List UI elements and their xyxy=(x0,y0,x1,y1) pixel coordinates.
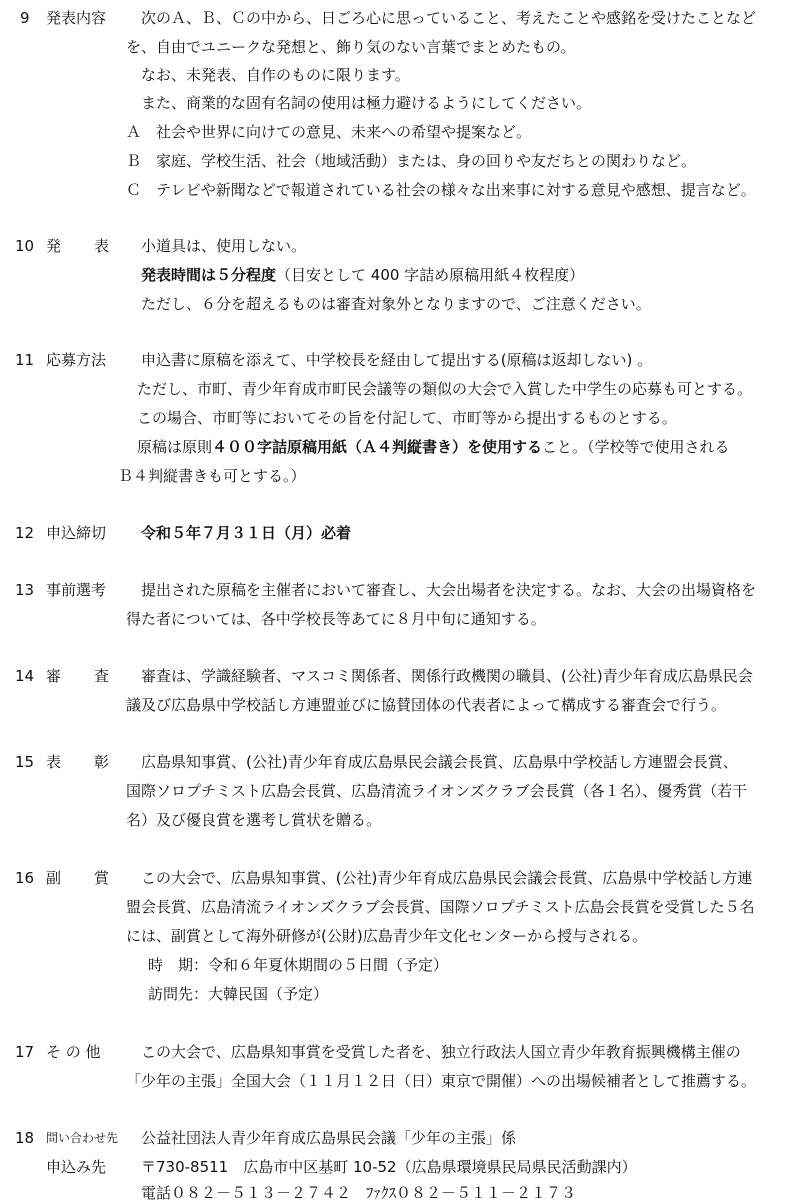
section-title-char: 表 xyxy=(46,753,62,771)
section-title: そ の 他 xyxy=(46,1043,101,1061)
emphasis-text: ４００字詰原稿用紙（Ａ４判縦書き）を使用する xyxy=(212,438,543,456)
section-title-char: 副 xyxy=(46,869,62,887)
emphasis-text: 発表時間は５分程度 xyxy=(141,266,277,284)
list-item-mark: Ｂ xyxy=(126,152,142,170)
section-number: 17 xyxy=(15,1043,35,1061)
section-title: 発表内容 xyxy=(46,9,107,27)
contact-address: 〒730-8511 広島市中区基町 10-52（広島県環境県民局県民活動課内） xyxy=(141,1158,637,1176)
body-line xyxy=(137,437,730,457)
section-title: 申込締切 xyxy=(46,524,107,542)
section-number: 16 xyxy=(15,869,35,887)
section-number: 14 xyxy=(15,667,35,685)
list-item-mark: Ａ xyxy=(126,123,142,141)
body-text: こと。（学校等で使用される xyxy=(542,438,730,456)
list-item-text: テレビや新聞などで報道されている社会の様々な出来事に対する意見や感想、提言など。 xyxy=(156,181,756,199)
body-line: を、自由でユニークな発想と、飾り気のない言葉でまとめたもの。 xyxy=(126,38,576,56)
body-line: 時 期：令和６年夏休期間の５日間（予定） xyxy=(148,956,449,974)
section-number: 15 xyxy=(15,753,35,771)
body-line: この場合、市町等においてその旨を付記して、市町等から提出するものとする。 xyxy=(137,409,677,427)
body-line: 審査は、学識経験者、マスコミ関係者、関係行政機関の職員、(公社)青少年育成広島県民会 xyxy=(141,667,753,685)
body-line: また、商業的な固有名詞の使用は極力避けるようにしてください。 xyxy=(141,94,592,112)
section-title-char: 賞 xyxy=(94,869,110,887)
section-title-char: 彰 xyxy=(94,753,110,771)
body-line: 「少年の主張」全国大会（１１月１２日（日）東京で開催）への出場候補者として推薦する。 xyxy=(126,1072,757,1090)
list-item-mark: Ｃ xyxy=(126,181,142,199)
body-line: この大会で、広島県知事賞を受賞した者を、独立行政法人国立青少年教育振興機構主催の xyxy=(141,1043,741,1061)
body-line: ただし、６分を超えるものは審査対象外となりますので、ご注意ください。 xyxy=(141,295,651,313)
section-number: 18 xyxy=(15,1129,35,1147)
contact-phone-fax: 電話０８２－５１３－２７４２ ﾌｧｸｽ０８２－５１１－２１７３ xyxy=(141,1184,577,1202)
section-number: 13 xyxy=(15,581,35,599)
section-title: 事前選考 xyxy=(46,581,107,599)
body-line: 次のＡ、Ｂ、Ｃの中から、日ごろ心に思っていること、考えたことや感銘を受けたことなど xyxy=(141,9,757,27)
body-line: 盟会長賞、広島清流ライオンズクラブ会長賞、国際ソロプチミスト広島会長賞を受賞した５名 xyxy=(126,898,755,916)
section-title-char: 発 xyxy=(46,237,62,255)
section-title: 応募方法 xyxy=(46,351,107,369)
section-number: 9 xyxy=(20,9,30,27)
section-title: 問い合わせ先 xyxy=(46,1131,119,1145)
body-line: Ｂ４判縦書きも可とする。） xyxy=(118,467,306,485)
body-text: 原稿は原則 xyxy=(137,438,213,456)
body-line: 広島県知事賞、(公社)青少年育成広島県民会議会長賞、広島県中学校話し方連盟会長賞、 xyxy=(141,753,738,771)
body-line: 国際ソロプチミスト広島会長賞、広島清流ライオンズクラブ会長賞（各１名）、優秀賞（若干 xyxy=(126,782,748,800)
section-number: 11 xyxy=(15,351,35,369)
section-number: 10 xyxy=(15,237,35,255)
list-item-text: 家庭、学校生活、社会（地域活動）または、身の回りや友だちとの関わりなど。 xyxy=(156,152,697,170)
body-line: 訪問先：大韓民国（予定） xyxy=(148,985,329,1003)
section-title: 申込み先 xyxy=(46,1158,107,1176)
section-title-char: 表 xyxy=(94,237,110,255)
section-title-char: 査 xyxy=(94,667,110,685)
body-line: 得た者については、各中学校長等あてに８月中旬に通知する。 xyxy=(126,610,546,628)
body-line: 名）及び優良賞を選考し賞状を贈る。 xyxy=(126,811,382,829)
body-line: 小道具は、使用しない。 xyxy=(141,237,307,255)
deadline-text: 令和５年７月３１日（月）必着 xyxy=(141,524,352,542)
body-text: （目安として 400 字詰め原稿用紙４枚程度） xyxy=(276,266,585,284)
body-line: 議及び広島県中学校話し方連盟並びに協賛団体の代表者によって構成する審査会で行う。 xyxy=(126,696,727,714)
list-item-text: 社会や世界に向けての意見、未来への希望や提案など。 xyxy=(156,123,532,141)
section-number: 12 xyxy=(15,524,35,542)
body-line xyxy=(141,265,584,285)
body-line: この大会で、広島県知事賞、(公社)青少年育成広島県民会議会長賞、広島県中学校話し方連 xyxy=(141,869,753,887)
body-line: には、副賞として海外研修が(公財)広島青少年文化センターから授与される。 xyxy=(126,927,648,945)
body-line: 申込書に原稿を添えて、中学校長を経由して提出する(原稿は返却しない) 。 xyxy=(141,351,653,369)
body-line: なお、未発表、自作のものに限ります。 xyxy=(141,66,410,84)
body-line: ただし、市町、青少年育成市町民会議等の類似の大会で入賞した中学生の応募も可とする。 xyxy=(137,380,753,398)
contact-organization: 公益社団法人青少年育成広島県民会議「少年の主張」係 xyxy=(141,1129,517,1147)
body-line: 提出された原稿を主催者において審査し、大会出場者を決定する。なお、大会の出場資格を xyxy=(141,581,757,599)
section-title-char: 審 xyxy=(46,667,62,685)
